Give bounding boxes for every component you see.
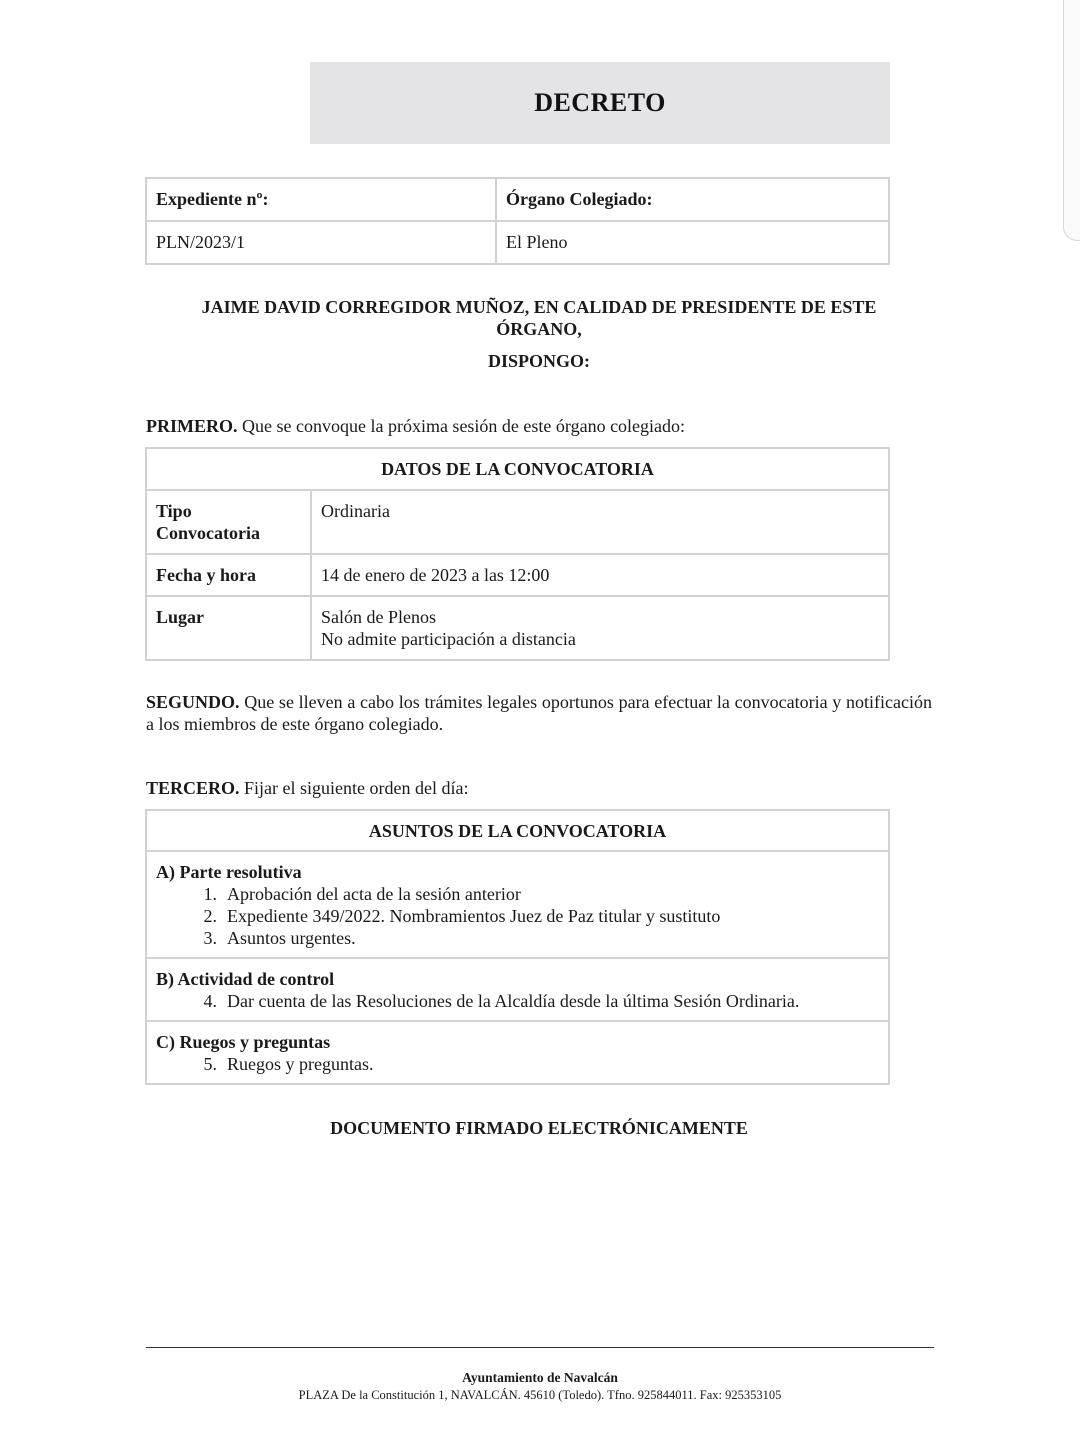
tipo-label-line1: Tipo [156, 501, 192, 521]
expediente-table [145, 177, 890, 265]
section-title: C) Ruegos y preguntas [156, 1032, 331, 1052]
tercero-label: TERCERO. [146, 778, 240, 798]
segundo-paragraph [146, 691, 932, 735]
lugar-label: Lugar [146, 596, 311, 660]
primero-label: PRIMERO. [146, 416, 238, 436]
item-number: 2. [203, 906, 217, 926]
item-number: 1. [203, 884, 217, 904]
organo-value: El Pleno [496, 221, 889, 264]
lugar-value [311, 596, 889, 660]
footer-address: PLAZA De la Constitución 1, NAVALCÁN. 45610 (Toledo). Tfno. 925844011. Fax: 925353105 [298, 1388, 782, 1402]
item-text: Expediente 349/2022. Nombramientos Juez de Paz titular y sustituto [227, 906, 721, 926]
president-heading [146, 296, 932, 340]
list-item [156, 990, 879, 1012]
tercero-paragraph [146, 777, 932, 799]
primero-paragraph [146, 415, 932, 437]
tipo-label-line2: Convocatoria [156, 523, 260, 543]
section-actividad-control [146, 958, 889, 1021]
list-item [156, 1053, 879, 1075]
item-number: 3. [203, 928, 217, 948]
document-title: DECRETO [534, 88, 666, 117]
section-ruegos-preguntas [146, 1021, 889, 1084]
item-number: 5. [203, 1054, 217, 1074]
title-banner [310, 62, 890, 144]
fecha-value: 14 de enero de 2023 a las 12:00 [311, 554, 889, 596]
president-heading-line2: ÓRGANO, [496, 319, 582, 339]
lugar-value-line2: No admite participación a distancia [321, 629, 576, 649]
list-item [156, 883, 879, 905]
segundo-text: Que se lleven a cabo los trámites legales oportunos para efectuar la convocatoria y notificación a los miembros de este órgano colegiado. [146, 692, 932, 734]
lugar-value-line1: Salón de Plenos [321, 607, 436, 627]
item-text: Aprobación del acta de la sesión anterior [227, 884, 521, 904]
expediente-label: Expediente nº: [146, 178, 496, 221]
list-item [156, 927, 879, 949]
dispongo-heading: DISPONGO: [487, 351, 590, 371]
datos-header: DATOS DE LA CONVOCATORIA [146, 448, 889, 490]
asuntos-convocatoria-table [145, 809, 890, 1085]
scrollbar-edge[interactable] [1063, 0, 1080, 241]
organo-label: Órgano Colegiado: [496, 178, 889, 221]
footer-organization: Ayuntamiento de Navalcán [462, 1370, 618, 1385]
signed-notice: DOCUMENTO FIRMADO ELECTRÓNICAMENTE [330, 1118, 748, 1138]
section-title: B) Actividad de control [156, 969, 335, 989]
asuntos-header: ASUNTOS DE LA CONVOCATORIA [146, 810, 889, 851]
tipo-label [146, 490, 311, 554]
item-number: 4. [203, 991, 217, 1011]
section-parte-resolutiva [146, 851, 889, 958]
fecha-label: Fecha y hora [146, 554, 311, 596]
expediente-value: PLN/2023/1 [146, 221, 496, 264]
segundo-label: SEGUNDO. [146, 692, 240, 712]
primero-text: Que se convoque la próxima sesión de este órgano colegiado: [237, 416, 686, 436]
president-heading-line1: JAIME DAVID CORREGIDOR MUÑOZ, EN CALIDAD DE PRESIDENTE DE ESTE [201, 297, 877, 317]
tercero-text: Fijar el siguiente orden del día: [239, 778, 469, 798]
item-text: Ruegos y preguntas. [227, 1054, 374, 1074]
item-text: Asuntos urgentes. [227, 928, 356, 948]
footer-divider [146, 1347, 934, 1348]
list-item [156, 905, 879, 927]
section-title: A) Parte resolutiva [156, 862, 302, 882]
item-text: Dar cuenta de las Resoluciones de la Alcaldía desde la última Sesión Ordinaria. [227, 991, 800, 1011]
tipo-value: Ordinaria [311, 490, 889, 554]
datos-convocatoria-table [145, 447, 890, 661]
